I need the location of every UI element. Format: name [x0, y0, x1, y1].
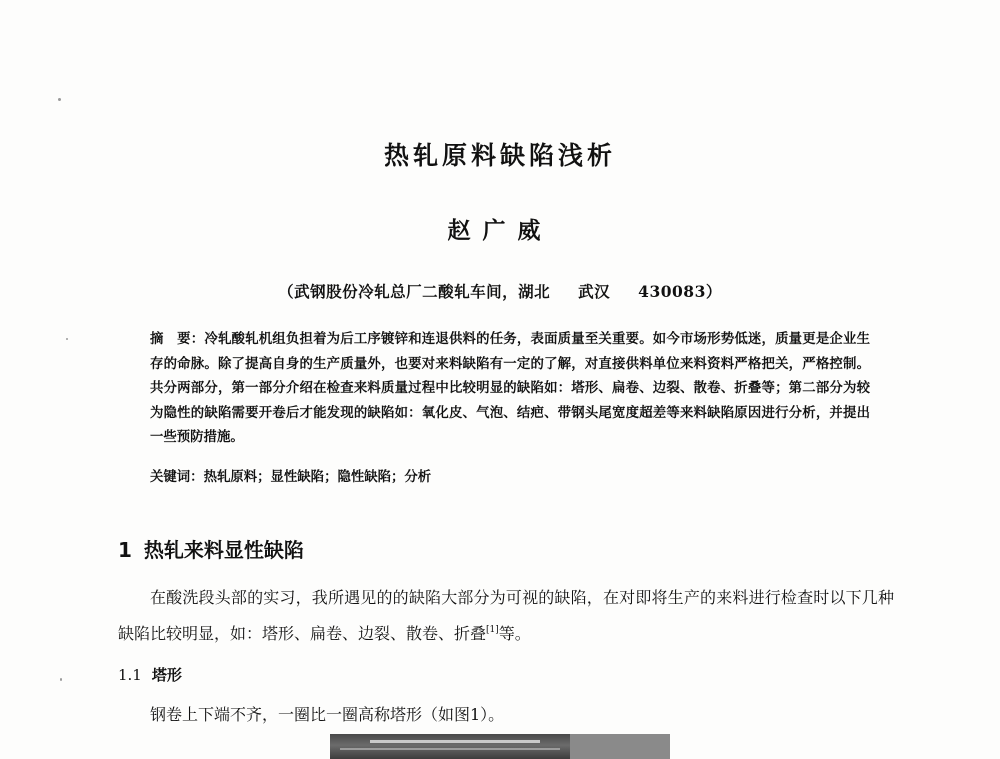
keywords-text: 热轧原料；显性缺陷；隐性缺陷；分析	[203, 469, 432, 485]
paper-title: 热轧原料缺陷浅析	[383, 141, 616, 170]
scan-speck	[58, 98, 61, 101]
keywords	[150, 466, 870, 485]
abstract-label: 摘 要：	[150, 331, 205, 347]
subsection-title: 塔形	[151, 666, 182, 684]
section-paragraph	[118, 582, 894, 650]
abstract	[150, 327, 870, 450]
affiliation-main: （武钢股份冷轧总厂二酸轧车间，湖北	[278, 282, 551, 301]
scan-speck	[60, 678, 62, 681]
citation-ref: [1]	[486, 625, 499, 635]
affiliation-city: 武汉	[578, 282, 611, 301]
scan-speck	[66, 338, 68, 340]
subsection-paragraph: 钢卷上下端不齐，一圈比一圈高称塔形（如图1）。	[150, 705, 505, 724]
section-heading	[118, 534, 304, 563]
author-name: 赵广威	[447, 217, 553, 244]
author-affiliation	[0, 280, 1000, 302]
figure-highlight	[370, 740, 540, 743]
paragraph-text: 在酸洗段头部的实习，我所遇见的的缺陷大部分为可视的缺陷，在对即将生产的来料进行检查时以下几种缺陷比较明显，如：塔形、扁卷、边裂、散卷、折叠	[118, 588, 894, 643]
paragraph-tail: 等。	[498, 624, 531, 643]
subsection-heading	[118, 664, 182, 685]
figure-edge	[340, 748, 560, 750]
subsection-number: 1.1	[118, 666, 142, 684]
abstract-text: 冷轧酸轧机组负担着为后工序镀锌和连退供料的任务，表面质量至关重要。如今市场形势低迷，质量更是企业生存的命脉。除了提高自身的生产质量外，也要对来料缺陷有一定的了解，对直接供料单位来料资料严格把关，严格控制。共分两部分，第一部分介绍在检查来料质量过程中比较明显的缺陷如：塔形、扁卷、边裂、散卷、折叠等；第二部分为较为隐性的缺陷需要开卷后才能发现的缺陷如：氧化皮、气泡、结疤、带钢头尾宽度超差等来料缺陷原因进行分析，并提出一些预防措施。	[150, 331, 871, 446]
figure-coil-side	[570, 734, 670, 759]
section-title: 热轧来料显性缺陷	[143, 538, 304, 562]
figure-1-photo	[330, 734, 670, 759]
affiliation-zip: 430083）	[638, 282, 722, 301]
section-number: 1	[118, 538, 132, 562]
keywords-label: 关键词：	[150, 469, 204, 485]
